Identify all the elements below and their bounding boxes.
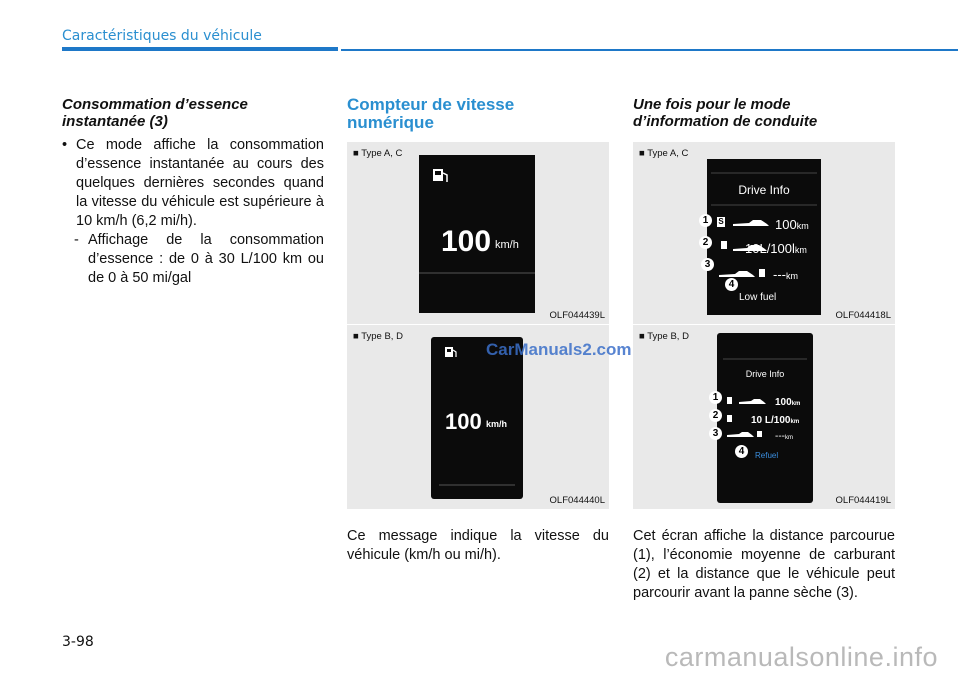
bullet-item bbox=[62, 136, 324, 231]
heading-digital-speedometer: Compteur de vitesse numérique bbox=[347, 95, 515, 132]
square-icon: ■ bbox=[353, 148, 359, 159]
figure-code: OLF044440L bbox=[549, 495, 605, 506]
heading-fuel-consumption: Consommation d’essence instantanée (3) bbox=[62, 96, 248, 130]
drive-info-description: Cet écran affiche la distance parcourue (1), l’économie moyenne de carburant (2) et la distance que le véhicule peut parcourir avant la panne sèche (3). bbox=[633, 528, 895, 601]
type-label: ■ Type A, C bbox=[639, 148, 689, 159]
callout-3: 3 bbox=[701, 258, 714, 271]
column-drive-info bbox=[633, 96, 895, 136]
figure-code: OLF044418L bbox=[835, 310, 891, 321]
callout-4: 4 bbox=[735, 445, 748, 458]
speed-unit: km/h bbox=[495, 239, 519, 251]
s-badge: S bbox=[718, 217, 724, 226]
low-fuel-text: Low fuel bbox=[739, 292, 777, 303]
figure-code: OLF044419L bbox=[835, 495, 891, 506]
speedometer-description: Ce message indique la vitesse du véhicule (km/h ou mi/h). bbox=[347, 528, 609, 563]
speed-value: 100 bbox=[445, 409, 482, 434]
square-icon: ■ bbox=[353, 331, 359, 342]
figure-code: OLF044439L bbox=[549, 310, 605, 321]
range-value: ---km bbox=[775, 431, 793, 442]
speed-unit: km/h bbox=[486, 419, 508, 429]
type-label: ■ Type B, D bbox=[639, 331, 689, 342]
callout-1: 1 bbox=[709, 391, 722, 404]
figure-drive-info-type-ac bbox=[633, 142, 895, 324]
cluster-screen bbox=[431, 337, 523, 499]
section-title: Caractéristiques du véhicule bbox=[62, 28, 262, 44]
sub-dash: - bbox=[74, 232, 79, 248]
watermark: CarManuals2.com bbox=[486, 340, 632, 359]
figure-speedometer-type-ac bbox=[347, 142, 609, 324]
heading-drive-info: Une fois pour le mode d’information de conduite bbox=[633, 96, 818, 130]
sub-item bbox=[62, 231, 324, 288]
cluster-screen bbox=[707, 159, 821, 315]
bullet-text: Ce mode affiche la consommation d’essence instantanée au cours des quelques dernières secondes quand la vitesse du véhicule est supérieure à 10 km/h (6,2 mi/h). bbox=[76, 137, 324, 229]
fuel-economy-value: 10 L/100km bbox=[751, 415, 800, 426]
drive-info-title: Drive Info bbox=[738, 183, 790, 197]
column-digital-speedometer bbox=[347, 96, 609, 146]
header-bar-accent bbox=[62, 47, 338, 51]
type-label: ■ Type B, D bbox=[353, 331, 403, 342]
distance-value: 100km bbox=[775, 397, 801, 408]
callout-4: 4 bbox=[725, 278, 738, 291]
sub-text: Affichage de la consommation d’essence : de 0 à 30 L/100 km ou de 0 à 50 mi/gal bbox=[88, 232, 324, 286]
refuel-text: Refuel bbox=[755, 451, 779, 460]
bullet-dot: • bbox=[62, 137, 68, 153]
callout-1: 1 bbox=[699, 214, 712, 227]
column-fuel-consumption bbox=[62, 96, 324, 288]
callout-3: 3 bbox=[709, 427, 722, 440]
square-icon: ■ bbox=[639, 331, 645, 342]
footer-watermark: carmanualsonline.info bbox=[664, 642, 938, 672]
distance-value: 100km bbox=[775, 217, 809, 232]
speed-value: 100 bbox=[441, 225, 492, 258]
square-icon: ■ bbox=[639, 148, 645, 159]
cluster-screen bbox=[717, 333, 813, 503]
cluster-screen bbox=[419, 155, 535, 313]
callout-2: 2 bbox=[709, 409, 722, 422]
callout-2: 2 bbox=[699, 236, 712, 249]
figure-drive-info-type-bd bbox=[633, 325, 895, 509]
range-value: ---km bbox=[773, 267, 798, 282]
header-rule bbox=[341, 49, 958, 51]
type-label: ■ Type A, C bbox=[353, 148, 403, 159]
page-number: 3-98 bbox=[62, 634, 94, 650]
fuel-economy-value: 10L/100lkm bbox=[745, 241, 807, 256]
drive-info-title: Drive Info bbox=[745, 369, 785, 379]
